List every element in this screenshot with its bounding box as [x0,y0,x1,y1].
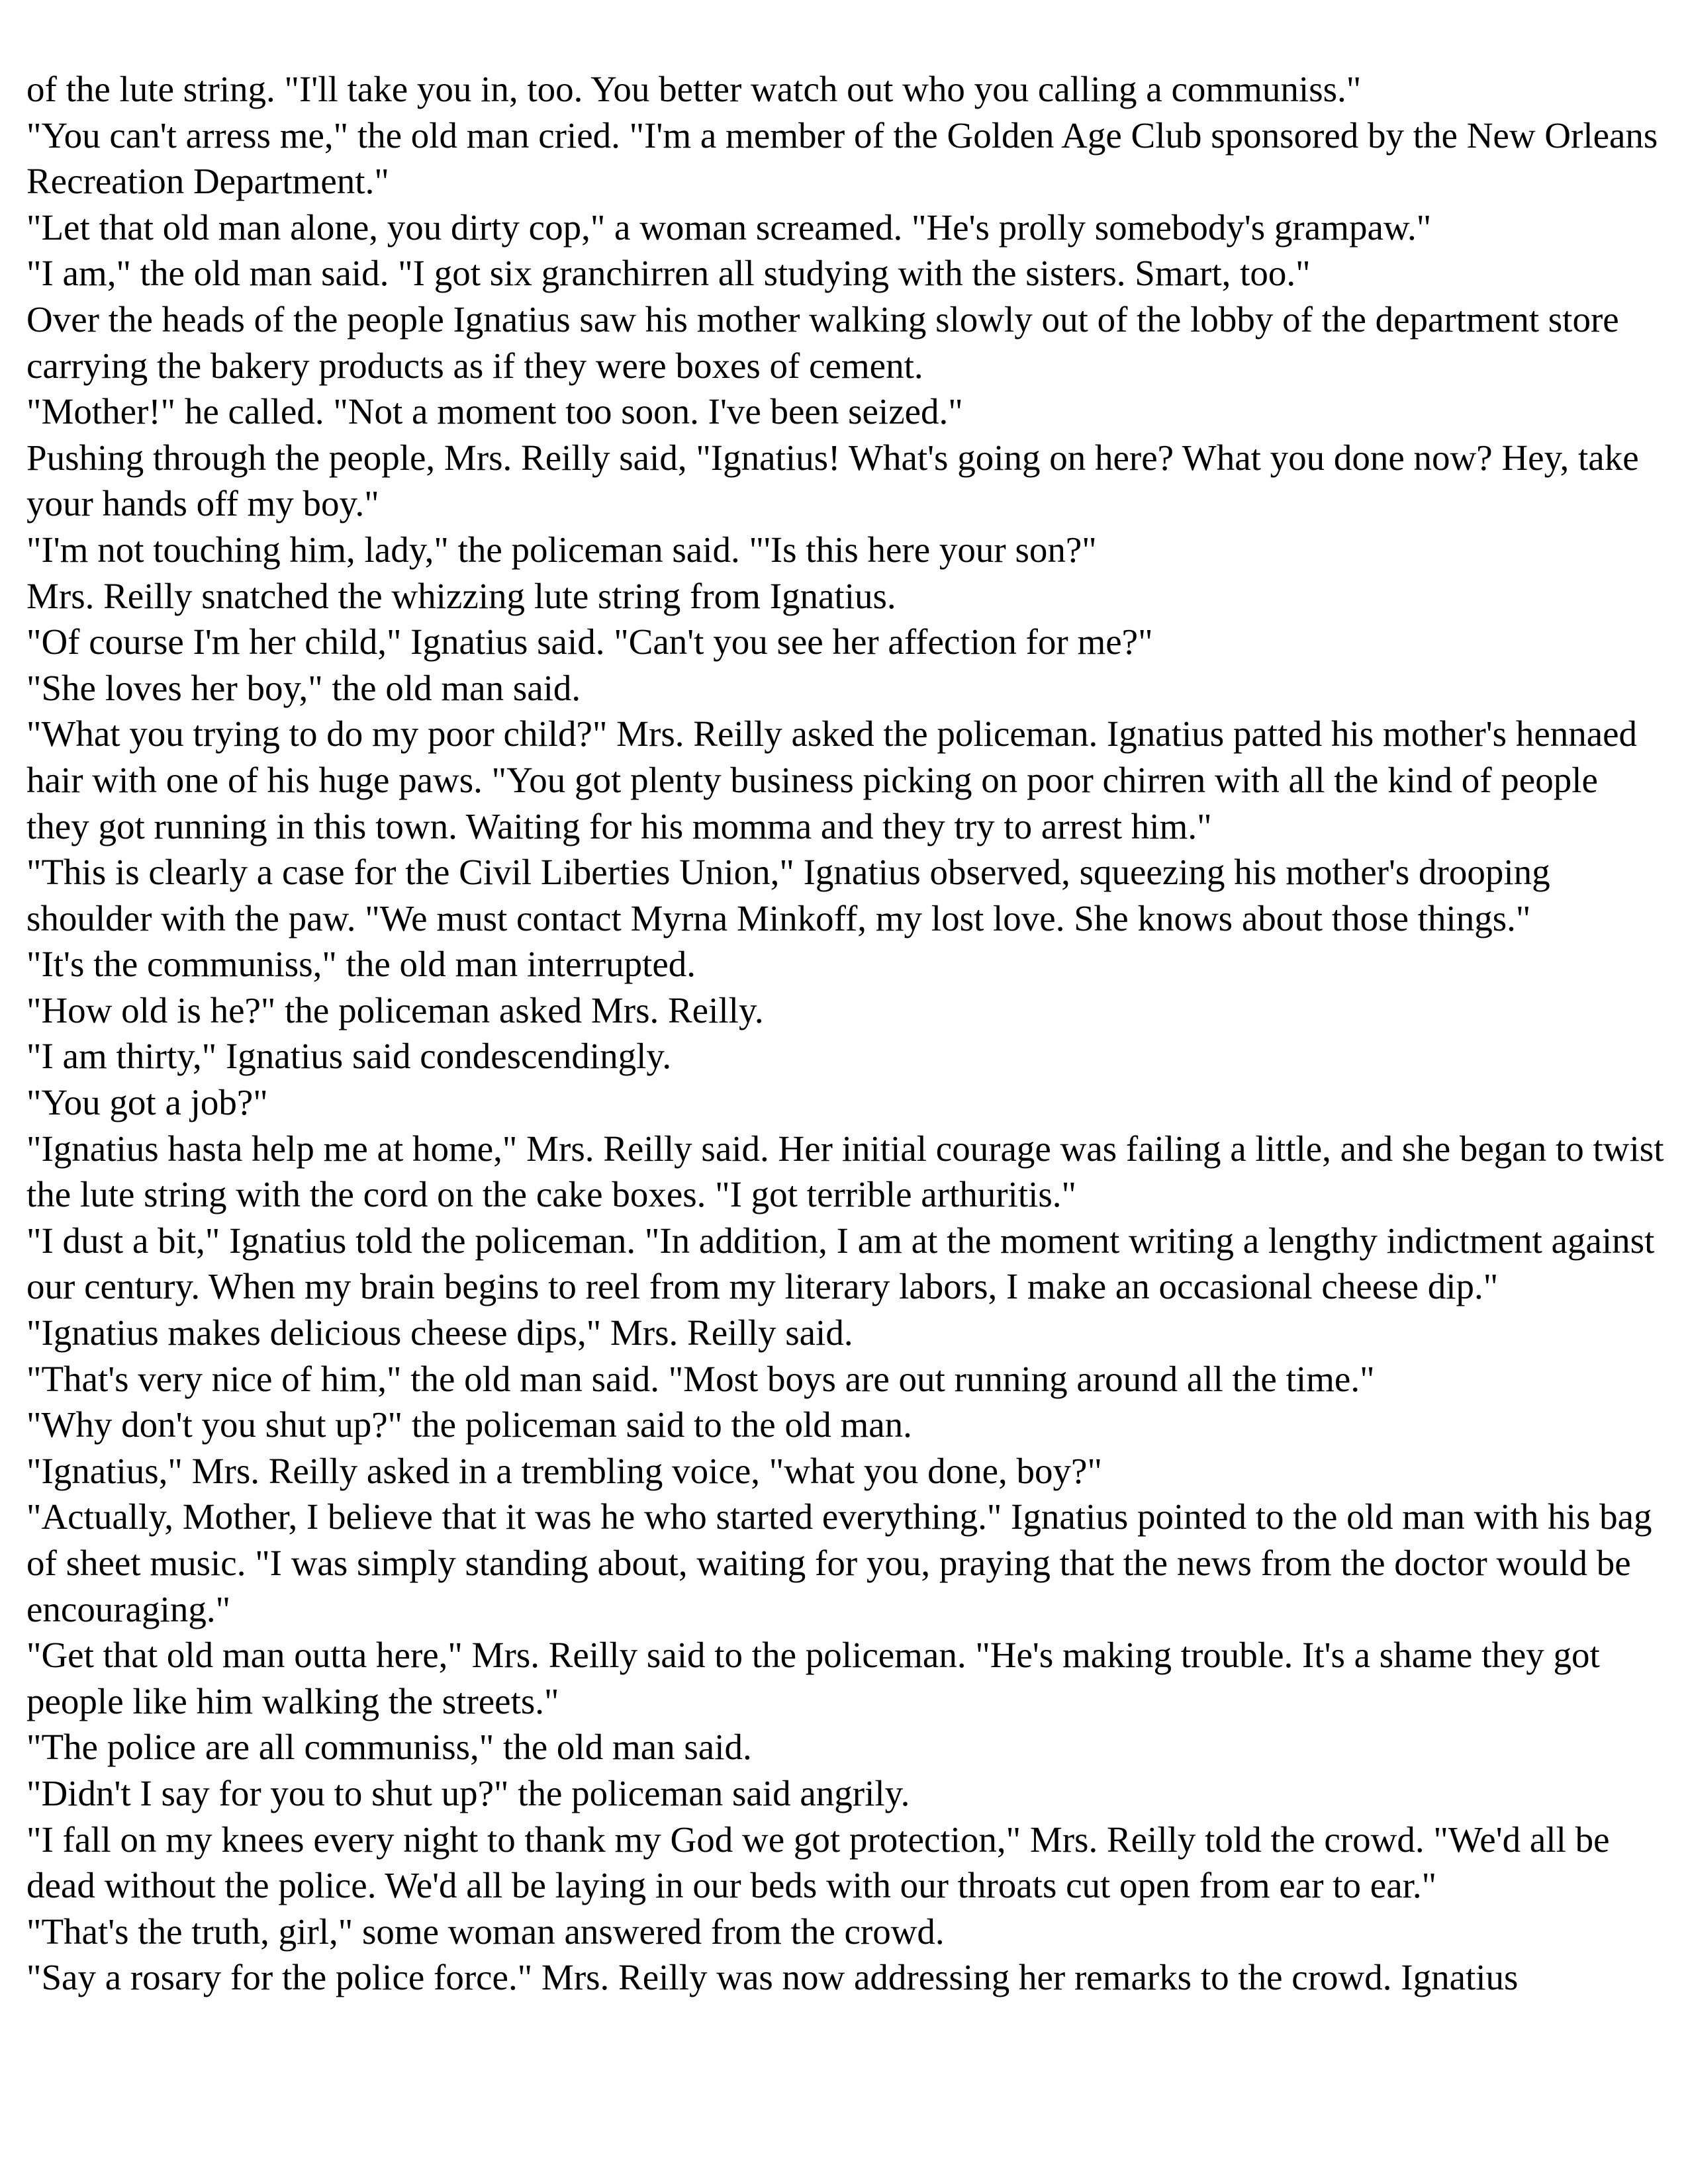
paragraph: "You can't arress me," the old man cried. "I'm a member of the Golden Age Club sponsored by the New Orleans Recreation Department." [26,114,1658,202]
paragraph: Pushing through the people, Mrs. Reilly said, "Ignatius! What's going on here? What you done now? Hey, take your hands off my boy." [26,437,1639,524]
paragraph: "What you trying to do my poor child?" Mrs. Reilly asked the policeman. Ignatius patted his mother's hennaed hair with one of his huge paws. "You got plenty business picking on poor chirren with all the kind of people they got running in this town. Waiting for his momma and they try to arrest him." [26,713,1638,846]
paragraph: "I am thirty," Ignatius said condescendingly. [26,1036,672,1077]
paragraph: "Why don't you shut up?" the policeman said to the old man. [26,1404,912,1445]
paragraph: "Ignatius," Mrs. Reilly asked in a trembling voice, "what you done, boy?" [26,1450,1102,1491]
paragraph: "Let that old man alone, you dirty cop," a woman screamed. "He's prolly somebody's grampaw." [26,206,1432,248]
paragraph: "I dust a bit," Ignatius told the policeman. "In addition, I am at the moment writing a lengthy indictment against our century. When my brain begins to reel from my literary labors, I make an occasional cheese dip." [26,1220,1655,1307]
paragraph: "The police are all communiss," the old man said. [26,1727,752,1768]
paragraph: "This is clearly a case for the Civil Liberties Union," Ignatius observed, squeezing his mother's drooping shoulder with the paw. "We must contact Myrna Minkoff, my lost love. She knows about those things." [26,852,1550,938]
paragraph: of the lute string. "I'll take you in, too. You better watch out who you calling a communiss." [26,69,1362,109]
paragraph: "Get that old man outta here," Mrs. Reilly said to the policeman. "He's making trouble. It's a shame they got people like him walking the streets." [26,1635,1600,1721]
paragraph: "Actually, Mother, I believe that it was he who started everything." Ignatius pointed to the old man with his bag of sheet music. "I was simply standing about, waiting for you, praying that the news from the doctor would be encouraging." [26,1496,1652,1629]
paragraph: "Of course I'm her child," Ignatius said. "Can't you see her affection for me?" [26,621,1153,662]
paragraph: "Say a rosary for the police force." Mrs. Reilly was now addressing her remarks to the crowd. Ignatius [26,1957,1519,1998]
body-text [26,66,1668,2001]
paragraph: "That's very nice of him," the old man said. "Most boys are out running around all the time." [26,1358,1375,1399]
paragraph: "I am," the old man said. "I got six granchirren all studying with the sisters. Smart, too." [26,253,1311,294]
paragraph: "That's the truth, girl," some woman answered from the crowd. [26,1911,945,1952]
paragraph: "Ignatius hasta help me at home," Mrs. Reilly said. Her initial courage was failing a little, and she began to twist the lute string with the cord on the cake boxes. "I got terrible arthuritis." [26,1128,1664,1215]
paragraph: "She loves her boy," the old man said. [26,667,581,708]
paragraph: "How old is he?" the policeman asked Mrs. Reilly. [26,989,764,1030]
paragraph: "You got a job?" [26,1082,268,1123]
paragraph: "It's the communiss," the old man interrupted. [26,944,696,985]
paragraph: "I fall on my knees every night to thank my God we got protection," Mrs. Reilly told the crowd. "We'd all be dead without the police. We'd all be laying in our beds with our throats cut open from ear to ear." [26,1819,1610,1906]
paragraph: "I'm not touching him, lady," the policeman said. "'Is this here your son?" [26,529,1097,570]
paragraph: "Didn't I say for you to shut up?" the policeman said angrily. [26,1772,910,1813]
paragraph: "Mother!" he called. "Not a moment too soon. I've been seized." [26,391,963,432]
paragraph: Over the heads of the people Ignatius saw his mother walking slowly out of the lobby of the department store carrying the bakery products as if they were boxes of cement. [26,298,1619,386]
paragraph: "Ignatius makes delicious cheese dips," Mrs. Reilly said. [26,1312,853,1353]
paragraph: Mrs. Reilly snatched the whizzing lute string from Ignatius. [26,575,896,616]
